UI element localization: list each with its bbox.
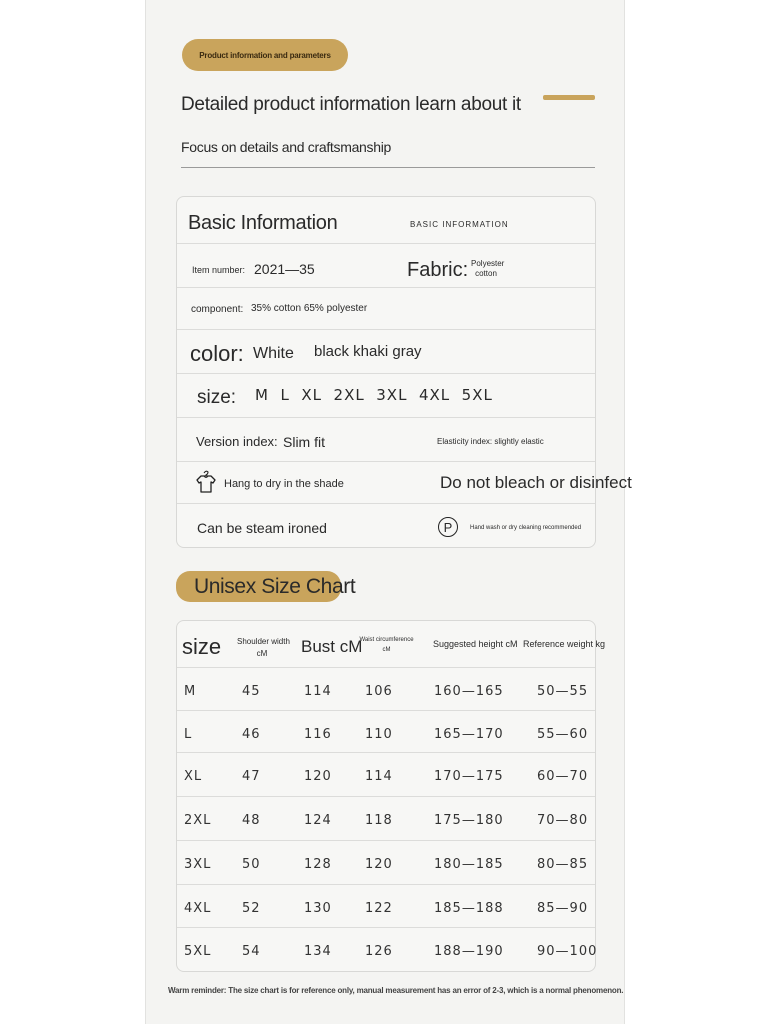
header-waist — [359, 635, 414, 655]
table-row — [177, 710, 595, 753]
table-row — [177, 927, 598, 972]
component-row — [177, 287, 595, 330]
table-row — [177, 752, 595, 797]
color-value-white: White — [253, 345, 294, 362]
header-size: size — [182, 634, 222, 659]
care-hang-label: Hang to dry in the shade — [224, 478, 344, 490]
cell-weight: 85—90 — [537, 901, 589, 916]
care-wash-label: Hand wash or dry cleaning recommended — [470, 525, 582, 531]
header-shoulder-line1: Shoulder width — [237, 637, 290, 646]
cell-bust: 114 — [304, 684, 332, 699]
dry-clean-p-symbol: P — [443, 519, 453, 535]
care-steam-label: Can be steam ironed — [197, 520, 327, 536]
fabric-value-line1: Polyester — [471, 259, 505, 268]
cell-shoulder: 46 — [242, 727, 261, 742]
version-row — [177, 417, 595, 462]
cell-bust: 130 — [304, 901, 332, 916]
cell-size: XL — [184, 769, 203, 784]
size-chart-title: Unisex Size Chart — [194, 575, 356, 598]
cell-size: M — [184, 684, 197, 699]
cell-size: 2XL — [184, 813, 212, 828]
cell-bust: 134 — [304, 944, 332, 959]
cell-bust: 120 — [304, 769, 332, 784]
cell-weight: 60—70 — [537, 769, 589, 784]
cell-waist: 106 — [365, 684, 393, 699]
cell-size: 3XL — [184, 857, 212, 872]
header-bust: Bust cM — [301, 637, 363, 656]
cell-weight: 50—55 — [537, 684, 589, 699]
table-row — [177, 667, 595, 711]
cell-waist: 114 — [365, 769, 393, 784]
fabric-label: Fabric: — [407, 259, 469, 281]
version-label: Version index: — [196, 434, 278, 449]
cell-weight: 70—80 — [537, 813, 589, 828]
care-row-1 — [177, 461, 632, 504]
cell-shoulder: 45 — [242, 684, 261, 699]
cell-height: 165—170 — [434, 727, 504, 742]
color-label: color: — [190, 341, 244, 366]
item-number-row — [177, 243, 595, 288]
cell-waist: 122 — [365, 901, 393, 916]
care-bleach-label: Do not bleach or disinfect — [440, 473, 632, 492]
cell-bust: 116 — [304, 727, 332, 742]
cell-waist: 118 — [365, 813, 393, 828]
cell-waist: 120 — [365, 857, 393, 872]
care-row-2 — [177, 503, 595, 548]
cell-height: 170—175 — [434, 769, 504, 784]
cell-shoulder: 47 — [242, 769, 261, 784]
cell-size: 4XL — [184, 901, 212, 916]
cell-size: 5XL — [184, 944, 212, 959]
header-weight: Reference weight kg — [523, 639, 606, 649]
section-pill — [182, 39, 348, 71]
item-number-value: 2021—35 — [254, 261, 315, 277]
color-row — [177, 329, 595, 374]
cell-waist: 110 — [365, 727, 393, 742]
component-label: component: — [191, 304, 244, 315]
component-value: 35% cotton 65% polyester — [251, 303, 368, 314]
hang-dry-icon — [195, 470, 217, 499]
fabric-value-line2: cotton — [475, 269, 497, 278]
item-number-label: Item number: — [192, 265, 246, 275]
cell-weight: 90—100 — [537, 944, 598, 959]
title-divider — [181, 167, 595, 168]
cell-shoulder: 52 — [242, 901, 261, 916]
cell-height: 160—165 — [434, 684, 504, 699]
decorative-gold-bar — [543, 95, 595, 100]
table-row — [177, 840, 595, 885]
cell-shoulder: 54 — [242, 944, 261, 959]
page-subtitle: Focus on details and craftsmanship — [181, 139, 392, 155]
size-chart-pill — [176, 571, 356, 602]
cell-bust: 124 — [304, 813, 332, 828]
header-shoulder — [237, 636, 290, 660]
section-pill-label: Product information and parameters — [199, 50, 331, 60]
warm-reminder: Warm reminder: The size chart is for reference only, manual measurement has an error of 2-3, which is a normal phenomenon. — [168, 986, 624, 995]
color-value-others: black khaki gray — [314, 343, 422, 360]
elasticity-index: Elasticity index: slightly elastic — [437, 437, 544, 446]
cell-height: 185—188 — [434, 901, 504, 916]
cell-shoulder: 50 — [242, 857, 261, 872]
header-shoulder-line2: cM — [256, 649, 268, 658]
dry-clean-p-icon — [438, 517, 458, 537]
size-values: M L XL 2XL 3XL 4XL 5XL — [255, 386, 493, 404]
fabric-value — [471, 259, 505, 279]
page-title: Detailed product information learn about it — [181, 94, 521, 115]
cell-bust: 128 — [304, 857, 332, 872]
version-value: Slim fit — [283, 434, 325, 450]
table-row — [177, 884, 595, 928]
basic-info-title-en: BASIC INFORMATION — [410, 220, 509, 229]
cell-waist: 126 — [365, 944, 393, 959]
cell-weight: 55—60 — [537, 727, 589, 742]
table-row — [177, 796, 595, 841]
size-row — [177, 373, 595, 418]
cell-size: L — [184, 727, 193, 742]
header-waist-line2: cM — [382, 647, 391, 653]
header-height: Suggested height cM — [433, 639, 518, 649]
size-chart-table — [176, 620, 606, 972]
basic-info-card — [176, 196, 632, 548]
cell-shoulder: 48 — [242, 813, 261, 828]
cell-height: 175—180 — [434, 813, 504, 828]
cell-weight: 80—85 — [537, 857, 589, 872]
size-label: size: — [197, 387, 237, 408]
header-waist-line1: Waist circumference — [359, 637, 414, 643]
basic-info-title: Basic Information — [188, 212, 338, 234]
product-detail-page — [145, 0, 632, 1024]
cell-height: 180—185 — [434, 857, 504, 872]
cell-height: 188—190 — [434, 944, 504, 959]
